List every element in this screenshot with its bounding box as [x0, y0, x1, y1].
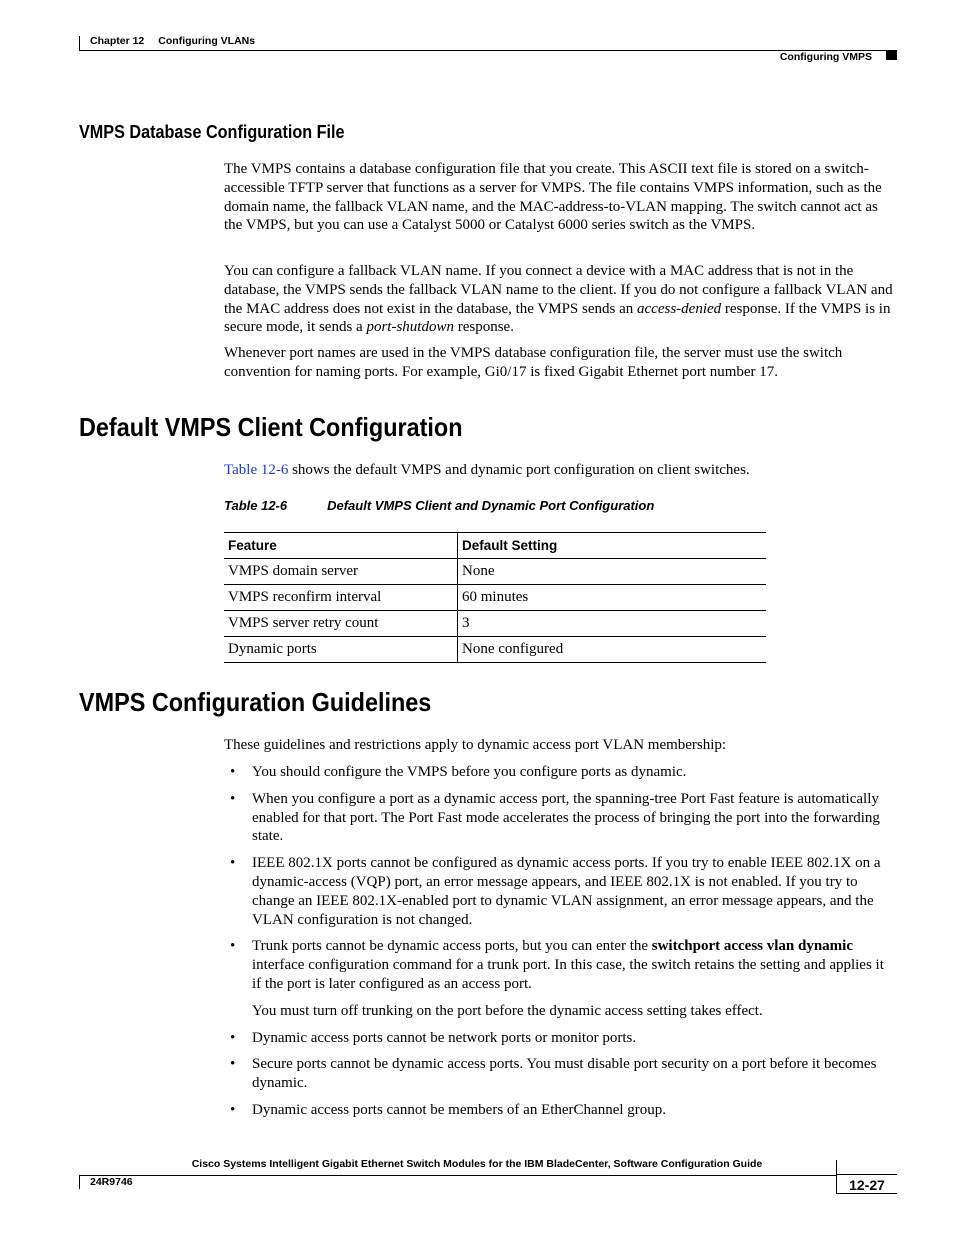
footer-doc-number: 24R9746: [90, 1176, 133, 1188]
text: interface configuration command for a trunk port. In this case, the switch retains the setting and applies it if the port is later configured as an access port.: [252, 957, 884, 992]
header-block-marker: [886, 51, 897, 60]
list-item-text: [252, 937, 896, 993]
paragraph: [224, 461, 896, 480]
list-item: [224, 1055, 896, 1093]
table-caption: [224, 498, 654, 513]
heading-default-vmps-client: Default VMPS Client Configuration: [79, 412, 463, 442]
list-item-text: • IEEE 802.1X ports cannot be configured as dynamic access ports. If you try to enable IEEE 802.1X on a dynamic-access (VQP) port, an error message appears, and IEEE 802.1X is not enabled. If you try to change an IEEE 802.1X-enabled port to dynamic VLAN assignment, an error message appears, and the VLAN configuration is not changed.: [252, 855, 881, 928]
footer-page-tick: [836, 1160, 837, 1175]
footer-rule: [79, 1175, 836, 1176]
list-item: [224, 937, 896, 1020]
list-item-text: • Secure ports cannot be dynamic access ports. You must disable port security on a port before it becomes dynamic.: [252, 1056, 877, 1092]
list-item: [224, 1101, 896, 1120]
footer-book-title: Cisco Systems Intelligent Gigabit Ethernet Switch Modules for the IBM BladeCenter, Software Configuration Guide: [191, 1158, 763, 1170]
list-item: [224, 763, 896, 782]
table-row: [224, 559, 766, 585]
list-item: [224, 854, 896, 929]
list-item-text: • Dynamic access ports cannot be network ports or monitor ports.: [252, 1029, 637, 1046]
vmps-defaults-table: [224, 532, 766, 663]
column-header: Default Setting: [458, 533, 767, 559]
page-number: 12-27: [836, 1174, 897, 1194]
paragraph: Whenever port names are used in the VMPS database configuration file, the server must use the switch convention for naming ports. For example, Gi0/17 is fixed Gigabit Ethernet port number 17.: [224, 345, 843, 380]
running-header-chapter: [90, 35, 269, 47]
list-item-text: • Dynamic access ports cannot be members of an EtherChannel group.: [252, 1101, 667, 1118]
header-tick: [79, 36, 80, 50]
list-item-note: You must turn off trunking on the port before the dynamic access setting takes effect.: [252, 1002, 763, 1019]
chapter-number: Chapter 12: [90, 35, 145, 47]
table-cell: 3: [458, 611, 767, 637]
table-link[interactable]: Table 12-6: [224, 462, 289, 478]
paragraph: These guidelines and restrictions apply to dynamic access port VLAN membership:: [224, 737, 727, 753]
table-row: [224, 637, 766, 663]
table-header-row: [224, 533, 766, 559]
text: Trunk ports cannot be dynamic access ports, but you can enter the: [252, 938, 652, 955]
table-cell: VMPS reconfirm interval: [224, 585, 458, 611]
column-header: Feature: [224, 533, 458, 559]
heading-vmps-guidelines: VMPS Configuration Guidelines: [79, 687, 432, 717]
emphasis: access-denied: [637, 300, 722, 317]
text: shows the default VMPS and dynamic port configuration on client switches.: [288, 462, 750, 478]
text: response.: [453, 319, 514, 336]
list-item: [224, 790, 896, 846]
list-item: [224, 1029, 896, 1048]
table-cell: None: [458, 559, 767, 585]
guidelines-list: [224, 763, 896, 1128]
paragraph: The VMPS contains a database configuration file that you create. This ASCII text file is stored on a switch-accessible TFTP server that functions as a server for VMPS. The file contains VMPS information, such as the domain name, the fallback VLAN name, and the MAC-address-to-VLAN mapping. The switch cannot act as the VMPS, but you can use a Catalyst 5000 or Catalyst 6000 series switch as the VMPS.: [224, 161, 882, 234]
caption-title: Default VMPS Client and Dynamic Port Configuration: [327, 498, 655, 513]
table-row: [224, 611, 766, 637]
running-header-section: Configuring VMPS: [779, 51, 872, 63]
paragraph: [224, 262, 896, 337]
table-cell: VMPS server retry count: [224, 611, 458, 637]
table-cell: 60 minutes: [458, 585, 767, 611]
table-row: [224, 585, 766, 611]
chapter-title: Configuring VLANs: [158, 35, 256, 47]
header-rule: [79, 50, 897, 51]
heading-vmps-database: VMPS Database Configuration File: [79, 122, 345, 142]
list-item-text: • When you configure a port as a dynamic access port, the spanning-tree Port Fast feature is automatically enabled for that port. The Port Fast mode accelerates the process of bringing the port into the forwarding state.: [252, 790, 880, 845]
list-item-text: • You should configure the VMPS before you configure ports as dynamic.: [252, 764, 687, 780]
table-cell: None configured: [458, 637, 767, 663]
footer-tick: [79, 1175, 80, 1189]
command-text: switchport access vlan dynamic: [651, 938, 854, 955]
text: response. If the VMPS is in secure mode, it sends a: [224, 300, 891, 336]
text: You can configure a fallback VLAN name. If you connect a device with a MAC address that is not in the database, the VMPS sends the fallback VLAN name to the client. If you do not configure a fallback VLAN and the MAC address does not exist in the database, the VMPS sends an: [224, 263, 893, 317]
table-cell: Dynamic ports: [224, 637, 458, 663]
table-cell: VMPS domain server: [224, 559, 458, 585]
emphasis: port-shutdown: [366, 319, 454, 336]
caption-number: Table 12-6: [224, 498, 288, 513]
